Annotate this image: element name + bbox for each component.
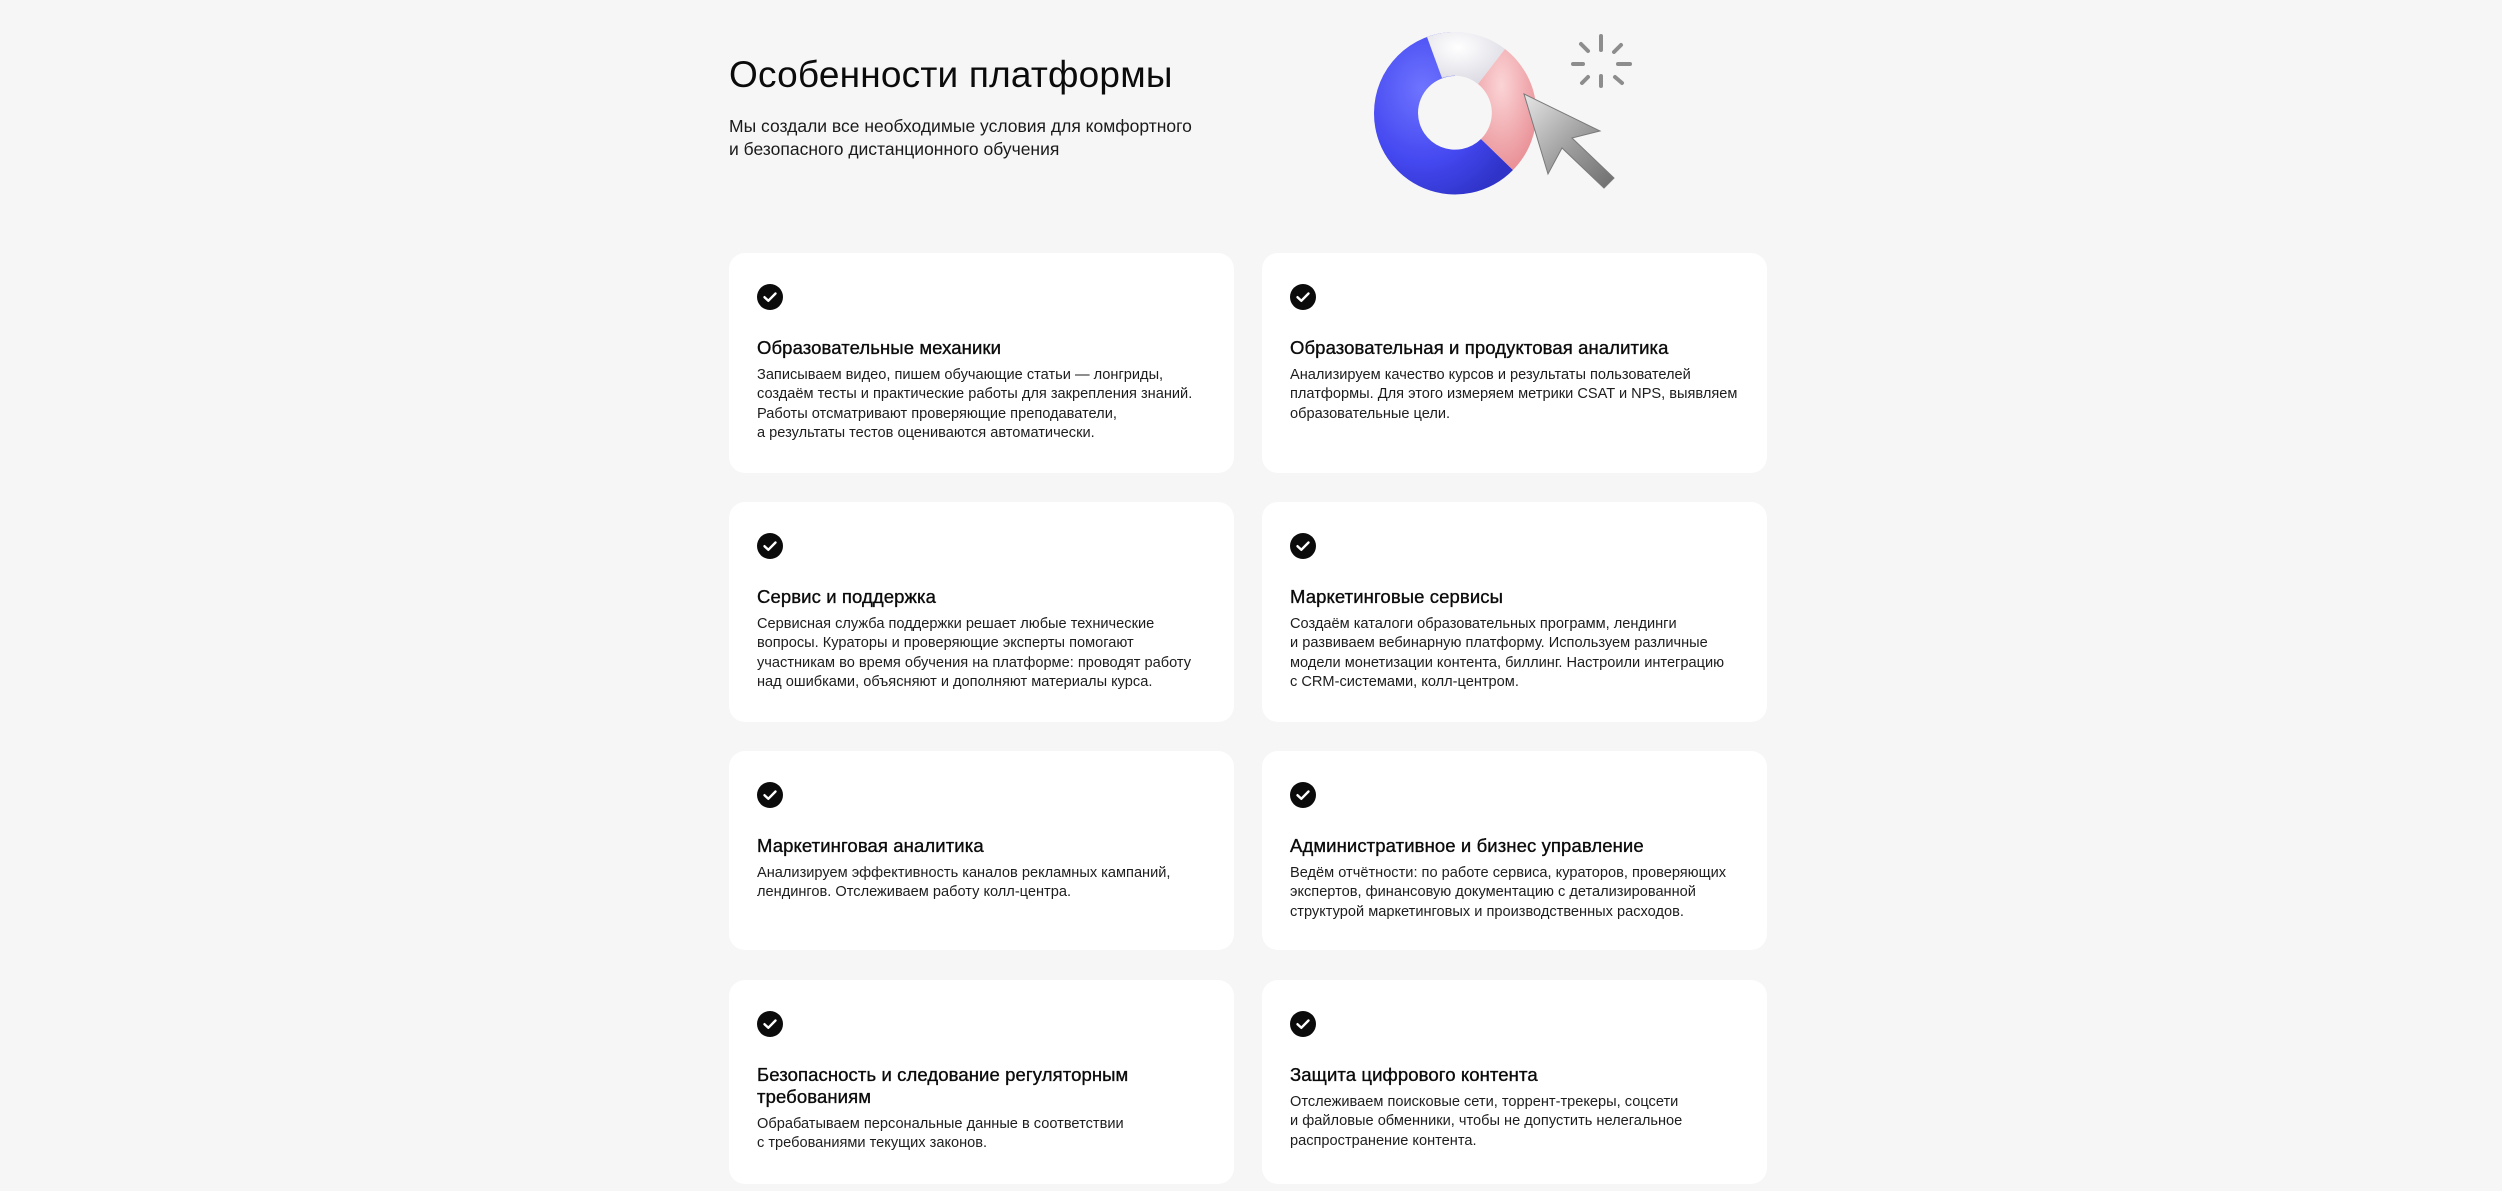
- feature-description: Записываем видео, пишем обучающие статьи — лонгриды, создаём тесты и практические работы для закрепления знаний. Работы отсматривают проверяющие преподаватели, а результаты тестов оцениваются автоматически.: [757, 367, 1193, 442]
- feature-card: [1262, 751, 1767, 950]
- feature-card: [1262, 502, 1767, 722]
- check-circle-icon: [1290, 284, 1316, 310]
- feature-description: Ведём отчётности: по работе сервиса, кураторов, проверяющих экспертов, финансовую документацию с детализированной структурой маркетинговых и производственных расходов.: [1290, 865, 1727, 920]
- page-title: Особенности платформы: [729, 54, 1173, 95]
- feature-title: Защита цифрового контента: [1290, 1064, 1538, 1085]
- cursor-arrow-icon: [1524, 94, 1614, 188]
- donut-chart: [1374, 32, 1536, 195]
- feature-description: Анализируем качество курсов и результаты пользователей платформы. Для этого измеряем метрики CSAT и NPS, выявляем образовательные цели.: [1290, 367, 1738, 422]
- check-circle-icon: [1290, 533, 1316, 559]
- feature-description: Отслеживаем поисковые сети, торрент-трекеры, соцсети и файловые обменники, чтобы не допустить нелегальное распространение контента.: [1290, 1094, 1683, 1149]
- check-circle-icon: [757, 782, 783, 808]
- feature-title: Образовательные механики: [757, 337, 1002, 358]
- feature-card: [729, 502, 1234, 722]
- feature-card: [729, 980, 1234, 1184]
- feature-card: [1262, 253, 1767, 473]
- check-circle-icon: [1290, 782, 1316, 808]
- feature-title: Безопасность и следование регуляторным требованиям: [757, 1064, 1129, 1107]
- feature-description: Обрабатываем персональные данные в соответствии с требованиями текущих законов.: [757, 1116, 1124, 1152]
- feature-title: Образовательная и продуктовая аналитика: [1290, 337, 1669, 358]
- feature-description: Сервисная служба поддержки решает любые технические вопросы. Кураторы и проверяющие эксперты помогают участникам во время обучения на платформе: проводят работу над ошибками, объясняют и дополняют материалы курса.: [757, 616, 1192, 691]
- page-subtitle: Мы создали все необходимые условия для комфортного и безопасного дистанционного обучения: [729, 116, 1192, 159]
- check-circle-icon: [757, 284, 783, 310]
- check-circle-icon: [757, 1011, 783, 1037]
- feature-title: Маркетинговая аналитика: [757, 835, 984, 856]
- feature-title: Маркетинговые сервисы: [1290, 586, 1504, 607]
- feature-description: Создаём каталоги образовательных программ, лендинги и развиваем вебинарную платформу. Используем различные модели монетизации контента, биллинг. Настроили интеграцию с CRM-системами, колл-центром.: [1290, 616, 1725, 691]
- check-circle-icon: [1290, 1011, 1316, 1037]
- feature-card: [1262, 980, 1767, 1184]
- donut-chart-cursor-illustration: [1372, 28, 1642, 200]
- click-rays-icon: [1573, 36, 1630, 86]
- feature-title: Административное и бизнес управление: [1290, 835, 1644, 856]
- feature-description: Анализируем эффективность каналов рекламных кампаний, лендингов. Отслеживаем работу колл-центра.: [757, 865, 1171, 901]
- section-header: [729, 52, 1349, 161]
- check-circle-icon: [757, 533, 783, 559]
- feature-card: [729, 751, 1234, 950]
- feature-title: Сервис и поддержка: [757, 586, 936, 607]
- feature-card: [729, 253, 1234, 473]
